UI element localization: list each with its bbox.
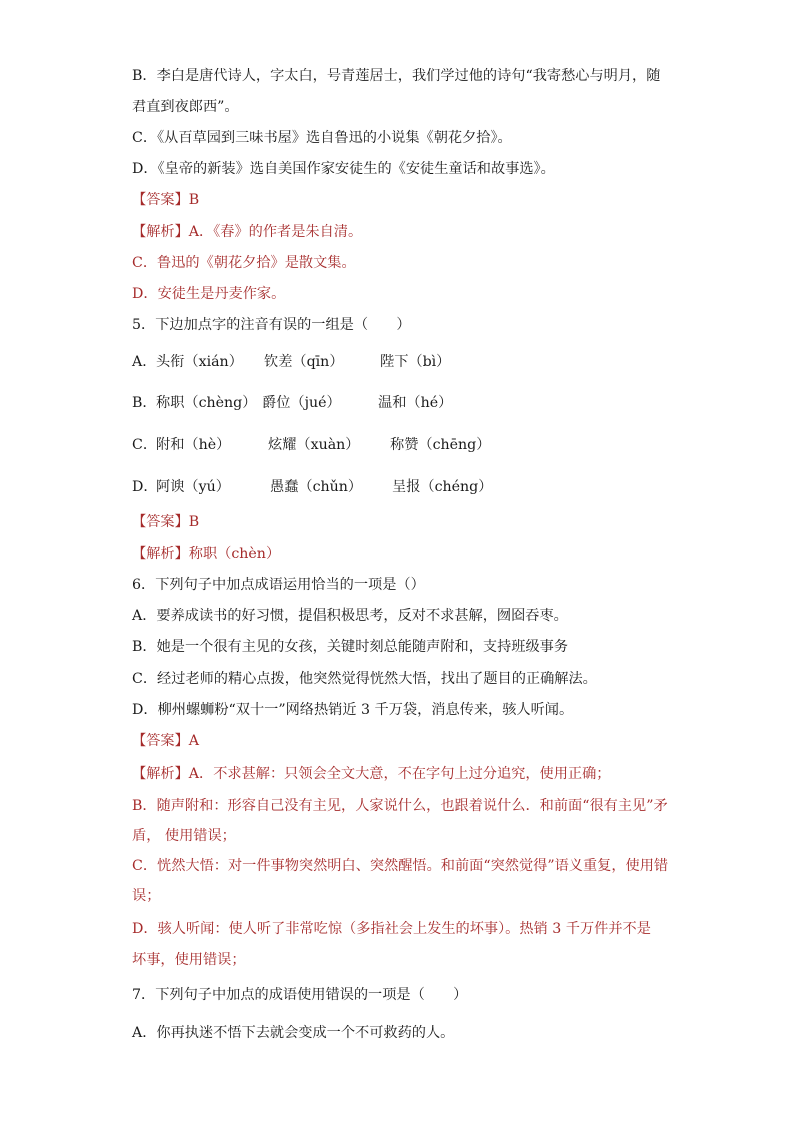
analysis-text: 称职（chèn） [188, 546, 281, 562]
analysis-tag: 【解析】 [132, 766, 189, 782]
q4-answer [132, 190, 199, 210]
q6-option-d: D．柳州螺蛳粉“双十一”网络热销近 3 千万袋，消息传来，骇人听闻。 [132, 702, 574, 718]
q4-option-b-line1: B．李白是唐代诗人，字太白，号青莲居士，我们学过他的诗句“我寄愁心与明月，随 [132, 68, 661, 84]
q5-row-b-item2: 爵位（jué） [262, 395, 341, 411]
answer-value: B [188, 192, 200, 208]
answer-tag: 【答案】 [132, 192, 189, 208]
q7-option-a: A．你再执迷不悟下去就会变成一个不可救药的人。 [132, 1025, 455, 1041]
q6-analysis-c-line2: 误； [132, 888, 161, 904]
q6-option-b: B．她是一个很有主见的女孩，关键时刻总能随声附和，支持班级事务 [132, 639, 569, 655]
q5-row-d-item2: 愚蠢（chǔn） [270, 479, 363, 495]
q5-row-b-item1: 称职（chèng） [156, 395, 257, 411]
q5-row-d-item1: 阿谀（yú） [156, 479, 230, 495]
q4-option-d: D．《皇帝的新装》选自美国作家安徒生的《安徒生童话和故事选》。 [132, 161, 555, 177]
q6-analysis-b-line2: 盾， 使用错误； [132, 828, 236, 844]
q5-row-b-item3: 温和（hé） [378, 395, 453, 411]
q5-row-d-label: D． [132, 479, 158, 495]
q4-analysis-c: C．鲁迅的《朝花夕拾》是散文集。 [132, 255, 356, 271]
q6-analysis-b-line1: B．随声附和：形容自己没有主见，人家说什么，也跟着说什么．和前面“很有主见”矛 [132, 798, 668, 814]
q6-analysis-d-line1: D．骇人听闻：使人听了非常吃惊（多指社会上发生的坏事）。热销 3 千万件并不是 [132, 921, 651, 937]
q5-row-a-item3: 陛下（bì） [380, 354, 451, 370]
q5-question: 5．下边加点字的注音有误的一组是（ ） [132, 317, 411, 333]
q6-analysis-a [132, 764, 610, 784]
analysis-tag: 【解析】 [132, 224, 189, 240]
q5-row-a-item1: 头衔（xián） [156, 354, 243, 370]
answer-value: B [188, 514, 200, 530]
analysis-tag: 【解析】 [132, 546, 189, 562]
q4-option-b-line2: 君直到夜郎西”。 [132, 99, 239, 115]
q5-answer [132, 512, 199, 532]
q5-analysis [132, 544, 280, 564]
q5-row-c-item3: 称赞（chēng） [390, 437, 491, 453]
q6-option-c: C．经过老师的精心点拨，他突然觉得恍然大悟，找出了题目的正确解法。 [132, 671, 597, 687]
q5-row-c-label: C． [132, 437, 158, 453]
q6-analysis-c-line1: C．恍然大悟：对一件事物突然明白、突然醒悟。和前面“突然觉得”语义重复，使用错 [132, 858, 669, 874]
q5-row-d-item3: 呈报（chéng） [392, 479, 493, 495]
answer-tag: 【答案】 [132, 733, 189, 749]
q5-row-b-label: B． [132, 395, 157, 411]
q5-row-c-item1: 附和（hè） [156, 437, 231, 453]
q7-question: 7．下列句子中加点的成语使用错误的一项是（ ） [132, 987, 468, 1003]
q4-analysis-d: D．安徒生是丹麦作家。 [132, 286, 286, 302]
q4-analysis-a [132, 222, 362, 242]
answer-value: A [188, 733, 200, 749]
q6-question: 6．下列句子中加点成语运用恰当的一项是（） [132, 577, 425, 593]
answer-tag: 【答案】 [132, 514, 189, 530]
q6-analysis-d-line2: 坏事，使用错误； [132, 952, 246, 968]
q6-answer [132, 731, 199, 751]
analysis-text: A．《春》的作者是朱自清。 [188, 224, 363, 240]
analysis-text: A．不求甚解：只领会全文大意，不在字句上过分追究，使用正确； [188, 766, 611, 782]
q5-row-c-item2: 炫耀（xuàn） [268, 437, 360, 453]
q6-option-a: A．要养成读书的好习惯，提倡积极思考，反对不求甚解，囫囵吞枣。 [132, 608, 568, 624]
q5-row-a-label: A． [132, 354, 157, 370]
q4-option-c: C．《从百草园到三味书屋》选自鲁迅的小说集《朝花夕拾》。 [132, 130, 512, 146]
q5-row-a-item2: 钦差（qīn） [264, 354, 344, 370]
